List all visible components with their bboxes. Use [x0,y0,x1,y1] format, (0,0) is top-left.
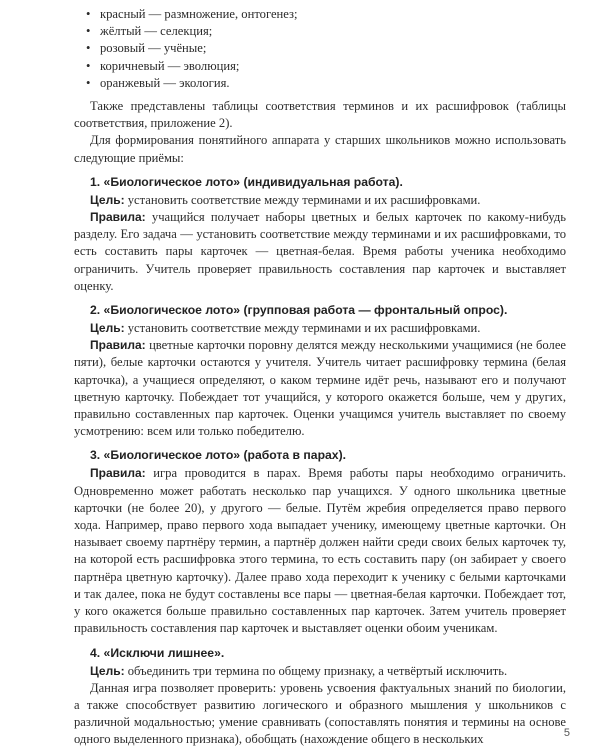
intro-paragraph: Также представлены таблицы соответствия терминов и их расшифровок (таблицы соответствия, приложение 2). [74,99,566,131]
list-item: • красный — размножение, онтогенез; [86,6,566,23]
list-item: • коричневый — эволюция; [86,58,566,75]
section-2-rules [74,337,566,440]
section-1-rules [74,209,566,295]
section-1-goal-text: установить соответствие между терминами и их расшифровками. [127,192,481,207]
rules-label: Правила: [90,338,146,353]
section-3-rules [74,465,566,637]
goal-label: Цель: [90,321,125,336]
rules-label: Правила: [90,210,146,225]
section-3-heading: 3. «Биологическое лото» (работа в парах). [90,448,347,463]
section-3-rules-text: игра проводится в парах. Время работы пары необходимо ограничить. Одновременно может работать несколько пар учащихся. У одного школьника цветные карточки (не более 20), у другого — белые. Путём жребия определяется право первого хода. Например, право первого хода выпадает ученику, имеющему цветные карточки. Он называет своему партнёру термин, а партнёр должен найти среди своих белых карточек ту, на которой есть расшифровка этого термина, то есть составить пару (он забирает у своего партнёра цветную карточку). Далее право хода переходит к ученику с белыми карточками и так далее, пока не будут составлены все пары — цветная-белая карточки. Побеждает тот, у кого окажется больше правильно составленных пар карточек. Затем учитель проверяет правильность составления пар карточек и выставляет оценки обоим ученикам. [74,466,566,636]
page-number: 5 [563,726,570,739]
color-topic-list [74,6,566,92]
section-4-goal-text: объединить три термина по общему признаку, а четвёртый исключить. [127,663,508,678]
section-2-goal-text: установить соответствие между терминами и их расшифровками. [127,321,481,336]
goal-label: Цель: [90,192,125,207]
section-4-text: Данная игра позволяет проверить: уровень усвоения фактуальных знаний по биологии, а также способствует развитию логического и образного мышления у школьников с различной модальностью; умение сравнивать (сопоставлять понятия и термины на основе одного выделенного признака), обобщать (нахождение общего в нескольких [74,680,566,747]
section-4-goal [74,663,566,680]
list-item: • розовый — учёные; [86,40,566,57]
section-2-heading: 2. «Биологическое лото» (групповая работа — фронтальный опрос). [90,303,508,318]
section-2-rules-text: цветные карточки поровну делятся между несколькими учащимися (не более пяти), белые карточки остаются у учителя. Учитель читает расшифровку термина (белая карточка), а учащиеся определяют, о каком термине идёт речь, называют его и получают цветную карточку. Побеждает тот учащийся, у которого окажется больше, чем у других, правильно составленных пар карточек. Оценки учащимся учитель выставляет по своему усмотрению: всем или только победителю. [74,338,566,439]
section-1-rules-text: учащийся получает наборы цветных и белых карточек по какому-нибудь разделу. Его задача — установить соответствие между терминами и их расшифровками, то есть составить пары карточек — цветная-белая. Время работы ученика необходимо ограничить. Учитель проверяет правильность составления пар карточек и выставляет оценку. [74,210,567,293]
list-item: • жёлтый — селекция; [86,23,566,40]
section-4-heading: 4. «Исключи лишнее». [90,645,225,660]
section-2-goal [74,320,566,337]
section-1-heading: 1. «Биологическое лото» (индивидуальная работа). [90,174,403,189]
goal-label: Цель: [90,663,125,678]
intro-paragraph-techniques: Для формирования понятийного аппарата у старших школьников можно использовать следующие приёмы: [74,133,566,165]
rules-label: Правила: [90,466,146,481]
section-1-goal [74,192,566,209]
list-item: • оранжевый — экология. [86,75,566,92]
